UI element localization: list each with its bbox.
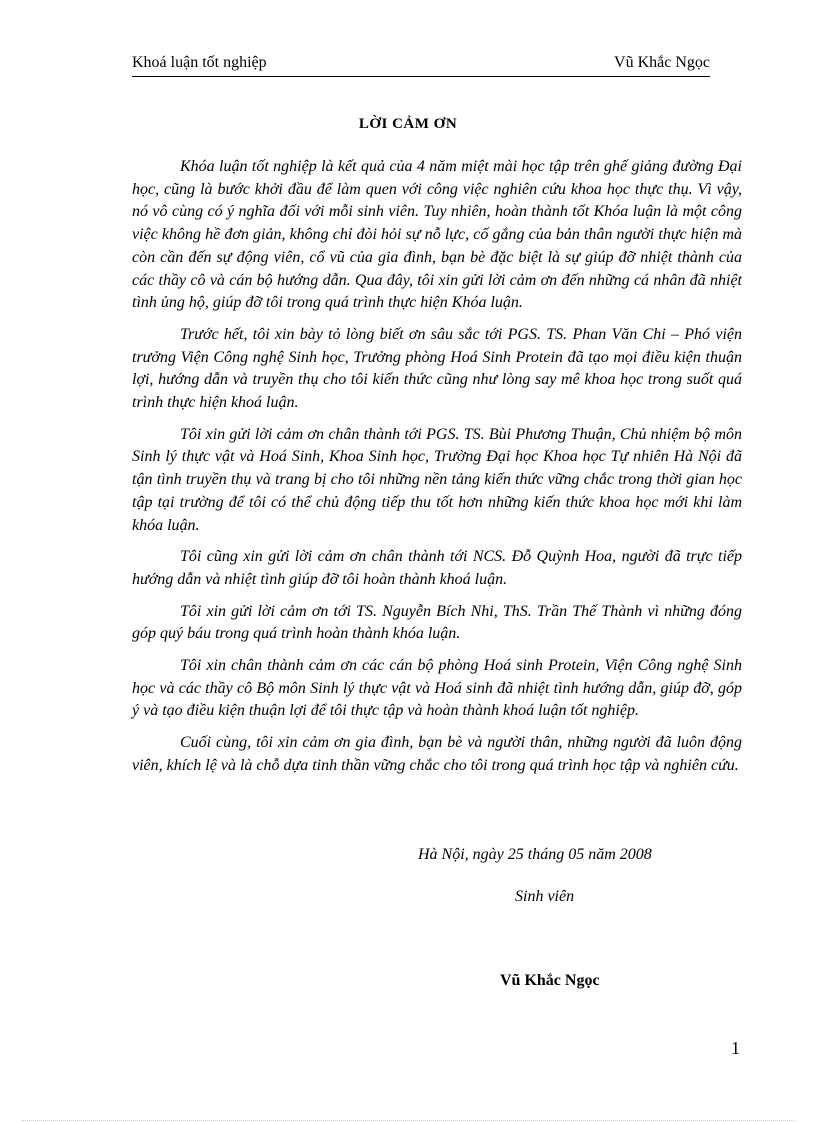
paragraph-intro: Khóa luận tốt nghiệp là kết quả của 4 năm miệt mài học tập trên ghế giảng đường Đại học, cũng là bước khởi đầu để làm quen với công việc nghiên cứu khoa học thực thụ. Vì vậy, nó vô cùng có ý nghĩa đối với mỗi sinh viên. Tuy nhiên, hoàn thành tốt Khóa luận là một công việc không hề đơn giản, không chỉ đòi hỏi sự nỗ lực, cố gắng của bản thân người thực hiện mà còn cần đến sự động viên, cổ vũ của gia đình, bạn bè đặc biệt là sự giúp đỡ nhiệt thành của các thầy cô và cán bộ hướng dẫn. Qua đây, tôi xin gửi lời cảm ơn đến những cá nhân đã nhiệt tình ủng hộ, giúp đỡ tôi trong quá trình thực hiện Khóa luận. — [132, 158, 742, 312]
paragraph-advisor-thanks: Tôi cũng xin gửi lời cảm ơn chân thành tới NCS. Đỗ Quỳnh Hoa, người đã trực tiếp hướng dẫn và nhiệt tình giúp đỡ tôi hoàn thành khoá luận. — [132, 548, 742, 588]
page-number: 1 — [731, 1038, 740, 1058]
acknowledgement-body — [132, 156, 742, 787]
signature-name: Vũ Khắc Ngọc — [500, 972, 600, 989]
header-author: Vũ Khắc Ngọc — [614, 54, 710, 71]
page-bottom-divider — [22, 1120, 794, 1121]
page-title: LỜI CẢM ƠN — [358, 116, 458, 132]
paragraph-supervisor-thanks: Trước hết, tôi xin bày tỏ lòng biết ơn sâu sắc tới PGS. TS. Phan Văn Chi – Phó viện trưởng Viện Công nghệ Sinh học, Trưởng phòng Hoá Sinh Protein đã tạo mọi điều kiện thuận lợi, hướng dẫn và truyền thụ cho tôi kiến thức cũng như lòng say mê khoa học trong suốt quá trình thực hiện khoá luận. — [132, 325, 742, 412]
page-header — [132, 52, 710, 77]
paragraph-contributors-thanks: Tôi xin gửi lời cảm ơn tới TS. Nguyễn Bích Nhi, ThS. Trần Thế Thành vì những đóng góp quý báu trong quá trình hoàn thành khóa luận. — [132, 602, 742, 643]
paragraph-staff-thanks: Tôi xin chân thành cảm ơn các cán bộ phòng Hoá sinh Protein, Viện Công nghệ Sinh học và các thầy cô Bộ môn Sinh lý thực vật và Hoá sinh đã nhiệt tình hướng dẫn, giúp đỡ, góp ý và tạo điều kiện thuận lợi để tôi thực tập và hoàn thành khoá luận tốt nghiệp. — [132, 657, 742, 720]
signature-role: Sinh viên — [515, 888, 575, 905]
header-document-type: Khoá luận tốt nghiệp — [132, 54, 267, 71]
signature-date: Hà Nội, ngày 25 tháng 05 năm 2008 — [418, 846, 652, 863]
paragraph-department-head-thanks: Tôi xin gửi lời cảm ơn chân thành tới PGS. TS. Bùi Phương Thuận, Chủ nhiệm bộ môn Sinh lý thực vật và Hoá Sinh, Khoa Sinh học, Trường Đại học Khoa học Tự nhiên Hà Nội đã tận tình truyền thụ và trang bị cho tôi những nền tảng kiến thức vững chắc trong thời gian học tập tại trường để tôi có thể chủ động tiếp thu tốt hơn những kiến thức khoa học mới khi làm khóa luận. — [132, 425, 742, 534]
paragraph-family-thanks: Cuối cùng, tôi xin cảm ơn gia đình, bạn bè và người thân, những người đã luôn động viên, khích lệ và là chỗ dựa tinh thần vững chắc cho tôi trong quá trình học tập và nghiên cứu. — [132, 734, 742, 774]
